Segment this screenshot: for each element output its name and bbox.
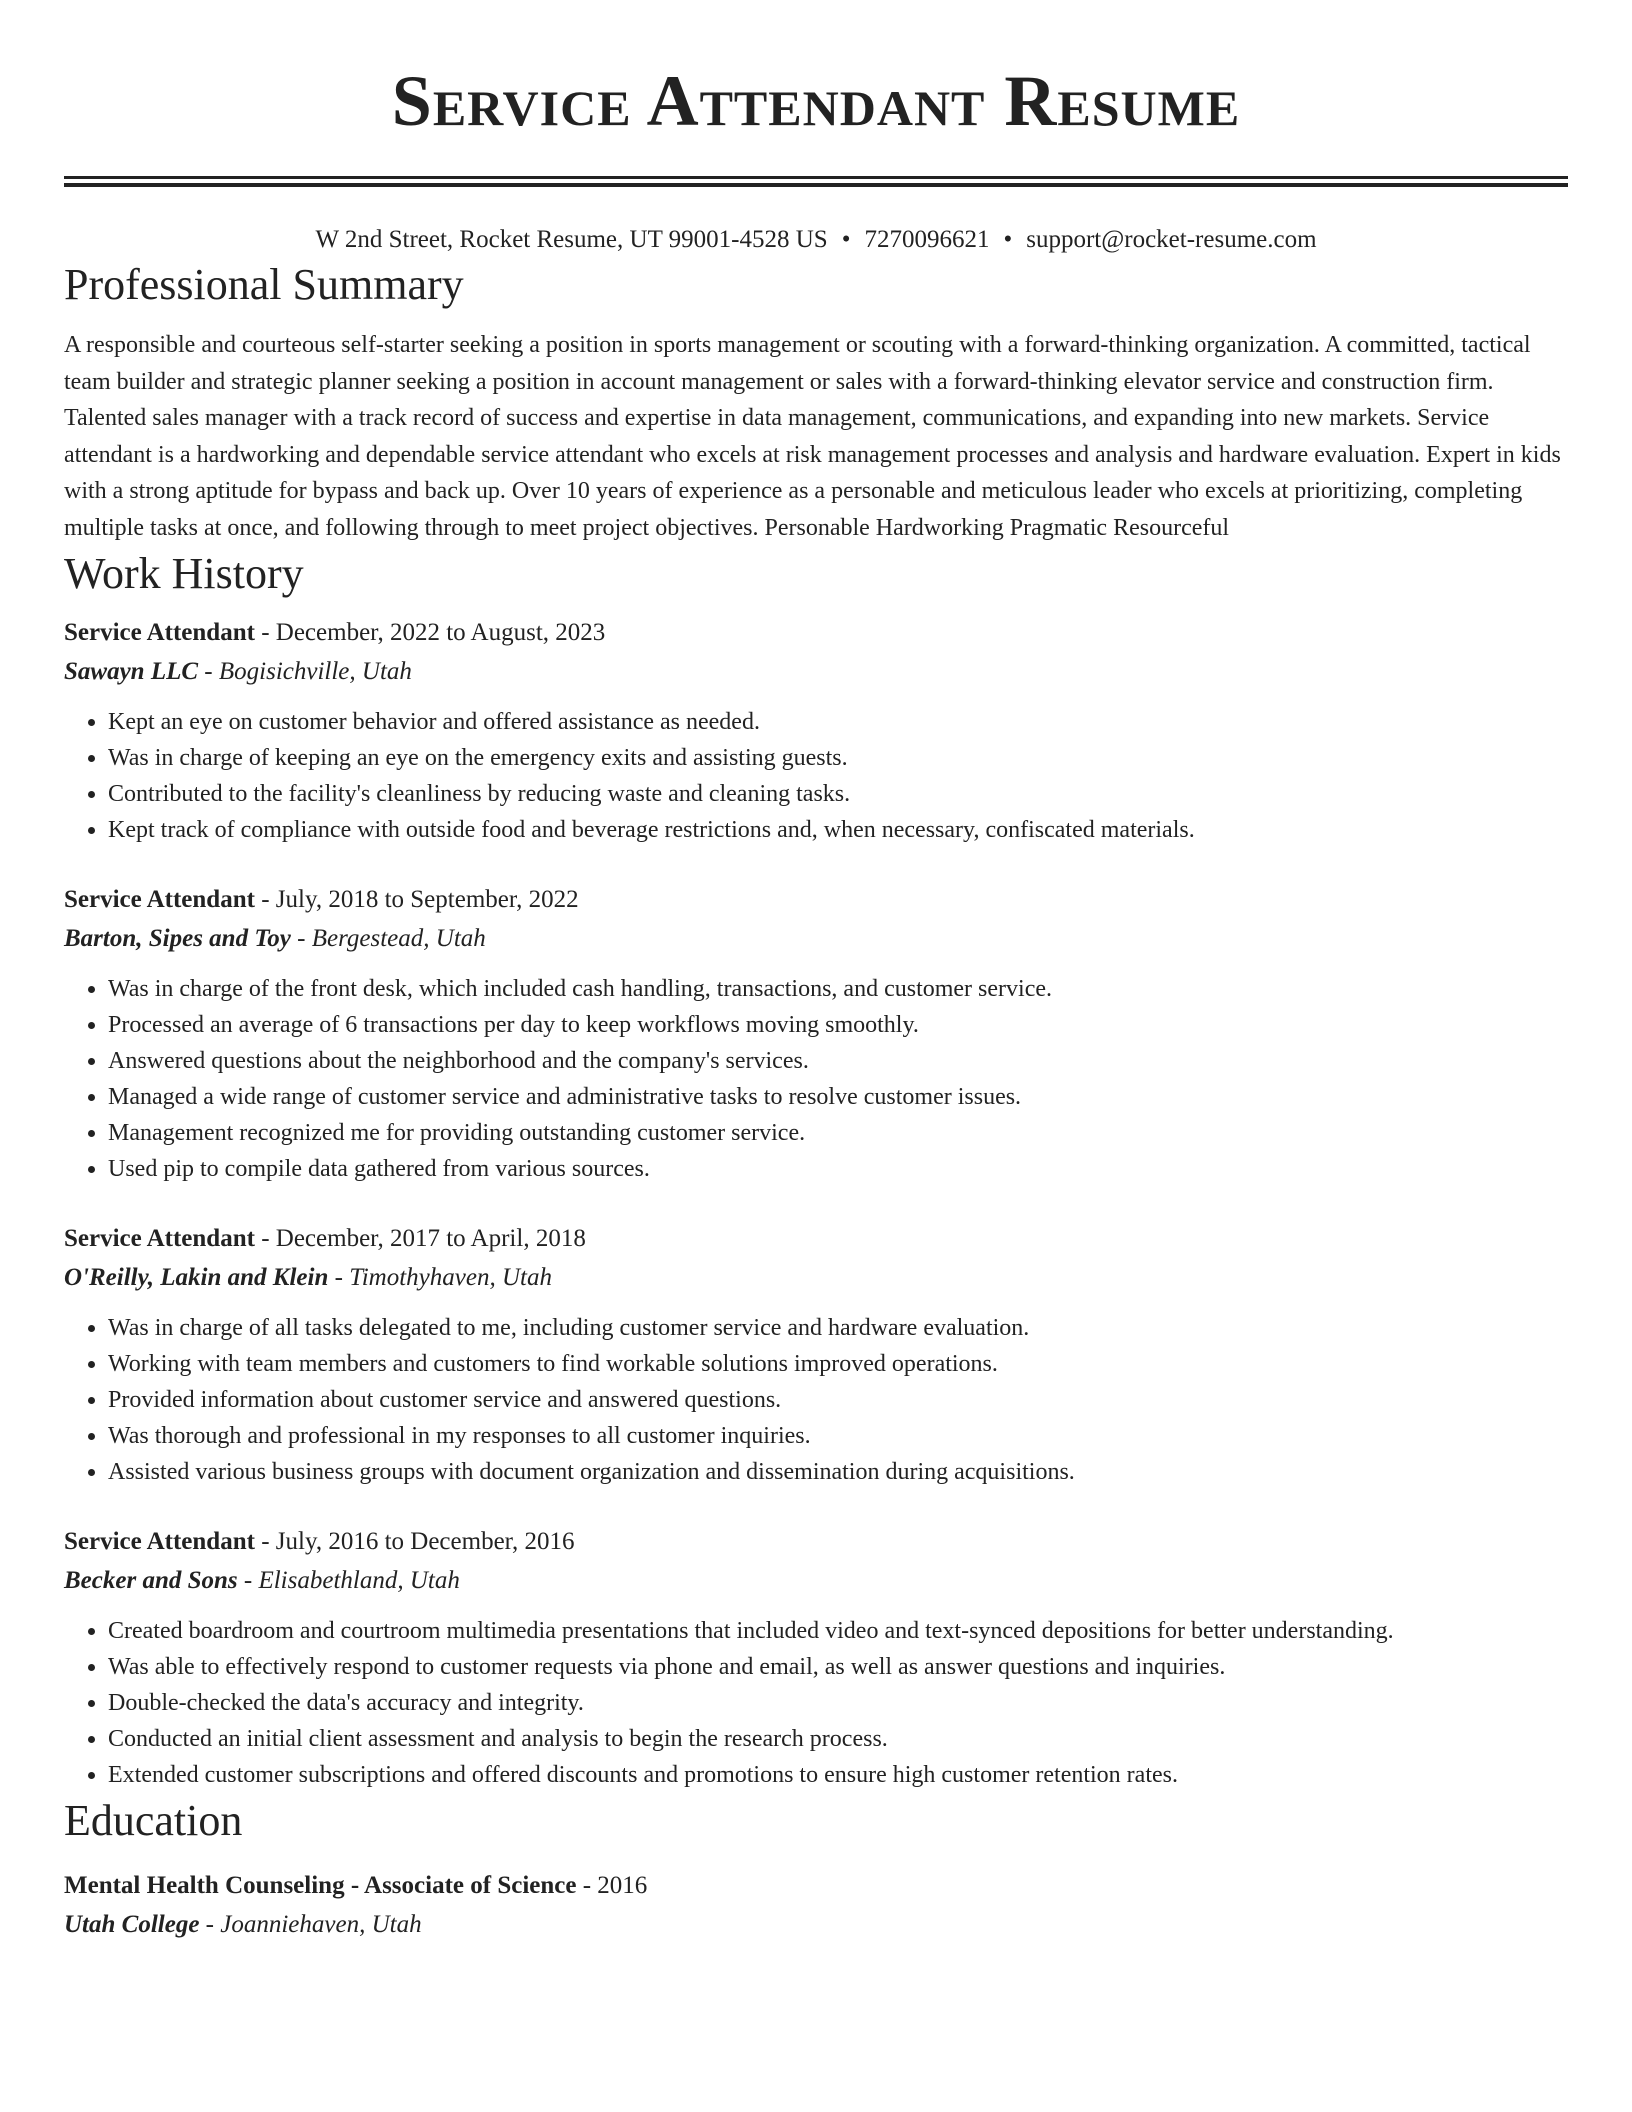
- summary-text: A responsible and courteous self-starter seeking a position in sports management or scouting with a forward-thinking organization. A committed, tactical team builder and strategic planner seeking a position in account management or sales with a forward-thinking elevator service and construction firm. Talented sales manager with a track record of success and expertise in data management, communications, and expanding into new markets. Service attendant is a hardworking and dependable service attendant who excels at risk management processes and analysis and hardware evaluation. Expert in kids with a strong aptitude for bypass and back up. Over 10 years of experience as a personable and meticulous leader who excels at prioritizing, completing multiple tasks at once, and following through to meet project objectives. Personable Hardworking Pragmatic Resourceful: [64, 332, 1561, 541]
- job-bullet: • Contributed to the facility's cleanliness by reducing waste and cleaning tasks.: [108, 776, 1568, 812]
- job-bullets: [64, 704, 1568, 848]
- job-bullet: • Provided information about customer service and answered questions.: [108, 1382, 1568, 1418]
- job-dates: - December, 2017 to April, 2018: [254, 1225, 586, 1252]
- job-bullet: • Working with team members and customers to find workable solutions improved operations.: [108, 1346, 1568, 1382]
- job-company-line: [64, 1561, 1568, 1601]
- education-degree: Mental Health Counseling - Associate of Science: [64, 1872, 577, 1899]
- job-bullet: • Was in charge of all tasks delegated to me, including customer service and hardware evaluation.: [108, 1310, 1568, 1346]
- education-year: - 2016: [576, 1872, 648, 1899]
- job-title: Service Attendant: [64, 619, 255, 646]
- job-entry: [64, 1523, 1568, 1793]
- summary-heading: Professional Summary: [64, 260, 464, 309]
- job-company: Sawayn LLC: [64, 658, 199, 685]
- job-title: Service Attendant: [64, 1225, 255, 1252]
- job-bullet: • Created boardroom and courtroom multimedia presentations that included video and text-synced depositions for better understanding.: [108, 1613, 1568, 1649]
- job-company-line: [64, 652, 1568, 692]
- work-history-heading: Work History: [64, 549, 304, 598]
- job-location: - Bergestead, Utah: [290, 925, 486, 952]
- contact-address: W 2nd Street, Rocket Resume, UT 99001-4528 US: [315, 226, 828, 253]
- job-company: O'Reilly, Lakin and Klein: [64, 1264, 329, 1291]
- job-bullets: [64, 971, 1568, 1187]
- job-title-line: [64, 881, 1568, 919]
- job-bullet: • Answered questions about the neighborhood and the company's services.: [108, 1043, 1568, 1079]
- contact-email: support@rocket-resume.com: [1026, 226, 1317, 253]
- job-location: - Bogisichville, Utah: [198, 658, 412, 685]
- job-company: Becker and Sons: [64, 1567, 238, 1594]
- job-company-line: [64, 919, 1568, 959]
- contact-phone: 7270096621: [864, 226, 990, 253]
- job-dates: - July, 2018 to September, 2022: [254, 886, 579, 913]
- job-title: Service Attendant: [64, 886, 255, 913]
- title-divider: [64, 176, 1568, 187]
- job-bullet: • Managed a wide range of customer service and administrative tasks to resolve customer issues.: [108, 1079, 1568, 1115]
- job-bullet: • Was in charge of the front desk, which included cash handling, transactions, and customer service.: [108, 971, 1568, 1007]
- job-bullet: • Conducted an initial client assessment and analysis to begin the research process.: [108, 1721, 1568, 1757]
- education-school: Utah College: [64, 1911, 200, 1938]
- job-location: - Timothyhaven, Utah: [328, 1264, 552, 1291]
- contact-line: [64, 223, 1568, 257]
- job-company-line: [64, 1258, 1568, 1298]
- contact-separator: •: [841, 226, 851, 253]
- job-entry: [64, 1220, 1568, 1490]
- job-bullet: • Was in charge of keeping an eye on the emergency exits and assisting guests.: [108, 740, 1568, 776]
- job-entry: [64, 614, 1568, 848]
- job-bullet: • Management recognized me for providing outstanding customer service.: [108, 1115, 1568, 1151]
- job-title-line: [64, 1220, 1568, 1258]
- job-entry: [64, 881, 1568, 1187]
- job-bullet: • Extended customer subscriptions and offered discounts and promotions to ensure high customer retention rates.: [108, 1757, 1568, 1793]
- education-degree-line: [64, 1867, 1568, 1905]
- job-bullet: • Was thorough and professional in my responses to all customer inquiries.: [108, 1418, 1568, 1454]
- education-heading: Education: [64, 1796, 243, 1845]
- job-company: Barton, Sipes and Toy: [64, 925, 291, 952]
- contact-separator: •: [1003, 226, 1013, 253]
- resume-title: Service Attendant Resume: [391, 61, 1241, 141]
- job-bullet: • Kept an eye on customer behavior and offered assistance as needed.: [108, 704, 1568, 740]
- job-bullet: • Used pip to compile data gathered from various sources.: [108, 1151, 1568, 1187]
- education-location: - Joanniehaven, Utah: [199, 1911, 422, 1938]
- job-bullet: • Kept track of compliance with outside food and beverage restrictions and, when necessary, confiscated materials.: [108, 812, 1568, 848]
- job-bullet: • Assisted various business groups with document organization and dissemination during acquisitions.: [108, 1454, 1568, 1490]
- job-bullet: • Processed an average of 6 transactions per day to keep workflows moving smoothly.: [108, 1007, 1568, 1043]
- job-bullets: [64, 1310, 1568, 1490]
- job-title-line: [64, 614, 1568, 652]
- education-school-line: [64, 1905, 1568, 1945]
- job-dates: - December, 2022 to August, 2023: [254, 619, 606, 646]
- education-entry: [64, 1867, 1568, 1945]
- job-bullets: [64, 1613, 1568, 1793]
- job-title: Service Attendant: [64, 1528, 255, 1555]
- job-title-line: [64, 1523, 1568, 1561]
- job-location: - Elisabethland, Utah: [237, 1567, 460, 1594]
- job-dates: - July, 2016 to December, 2016: [254, 1528, 575, 1555]
- job-bullet: • Was able to effectively respond to customer requests via phone and email, as well as answer questions and inquiries.: [108, 1649, 1568, 1685]
- job-bullet: • Double-checked the data's accuracy and integrity.: [108, 1685, 1568, 1721]
